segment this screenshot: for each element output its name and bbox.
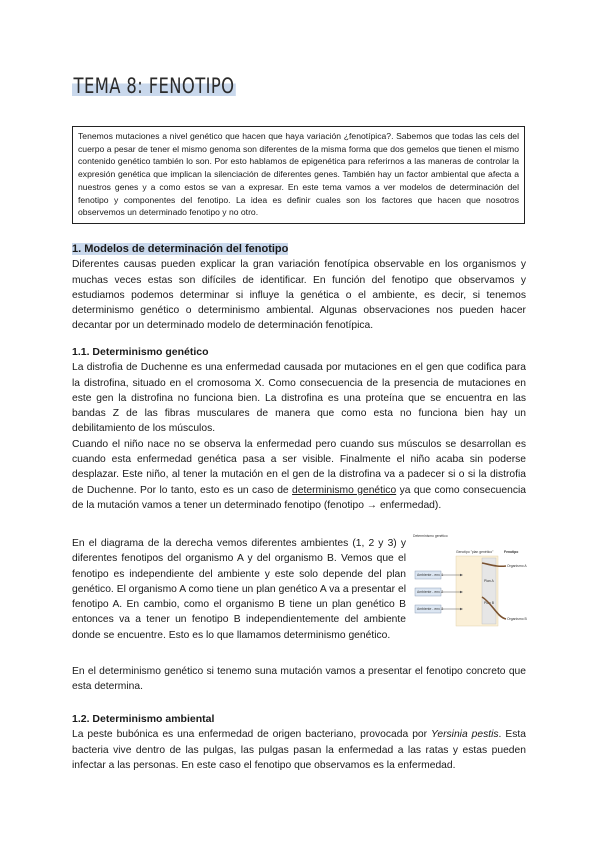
section-1-1-paragraph-2 <box>72 437 526 513</box>
section-1-1-paragraph-3: En el diagrama de la derecha vemos diferentes ambientes (1, 2 y 3) y diferentes fenotipos del organismo A y del organismo B. Vemos que el fenotipo es independiente del ambiente y este solo depende del plan genético. El organismo A como tiene un plan genético A va a presentar el fenotipo A. En cambio, como el organismo B tiene un plan genético B entonces va a tener un fenotipo B independientemente del ambiente donde se encuentre. Esto es lo que llamamos determinismo genético. <box>72 538 406 641</box>
section-1-1-paragraph-1: La distrofia de Duchenne es una enfermedad causada por mutaciones en el gen que codifica para la distrofina, situado en el cromosoma X. Como consecuencia de la presencia de mutaciones en este gen la distrofina no funciona bien. La distrofina es una proteína que se encuentra en las bandas Z de las fibras musculares de manera que como esta no funciona bien hay un debilitamiento de los músculos. <box>72 362 526 435</box>
s12-p1-start: La peste bubónica es una enfermedad de origen bacteriano, provocada por <box>72 729 432 741</box>
section-1 <box>72 242 526 334</box>
plan-a-label: Plan A <box>484 579 494 583</box>
organism-b-label: Organismo B <box>507 617 527 621</box>
env-2-label: Ambiente - env. 2 <box>417 590 444 594</box>
section-1-2-paragraph-1 <box>72 727 526 773</box>
env-1-label: Ambiente - env. 1 <box>417 573 444 577</box>
s12-p1-end: . Esta bacteria vive dentro de las pulgas, las pulgas pasan la enfermedad a las ratas y estas pueden infectar a las personas. En este caso el fenotipo que observamos es la enfermedad. <box>72 729 526 771</box>
diagram-caption: Determinismo genético <box>413 534 448 538</box>
organism-a-label: Organismo A <box>507 564 527 568</box>
plan-panel <box>482 558 496 624</box>
page-title: TEMA 8: FENOTIPO <box>73 74 235 98</box>
section-1-2-heading: 1.2. Determinismo ambiental <box>72 713 215 725</box>
diagram-plan-label: Genotipo "plan genético" <box>456 550 494 554</box>
intro-box <box>72 126 525 224</box>
section-1-1-heading: 1.1. Determinismo genético <box>72 346 209 358</box>
env-3-label: Ambiente - env. 3 <box>417 607 444 611</box>
section-1-heading: 1. Modelos de determinación del fenotipo <box>72 243 289 255</box>
p2-underline: determinismo genético <box>292 484 397 496</box>
section-1-body: Diferentes causas pueden explicar la gran variación fenotípica observable en los organismos y muchas veces estas son difíciles de identificar. En función del fenotipo que observamos y estudiamos podemos determinar si influye la genética o el ambiente, es decir, si tenemos determinismo genético o determinismo ambiental. Algunas observaciones nos pueden hacer decantar por un determinado modelo de determinación fenotípica. <box>72 259 526 332</box>
diagram-description <box>72 536 406 643</box>
plan-b-label: Plan B <box>484 601 494 605</box>
section-1-2 <box>72 712 526 773</box>
p2-start: Cuando el niño nace no se observa la enfermedad pero cuando sus músculos se desarrollan es cuando esta enfermedad genética pasa a ser visible. Finalmente el niño acaba sin poderse desplazar. Este niño, al tener la mutación en el gen de la distrofina va a padecer si o si la distrofia de Duchenne. Por lo tanto, esto es un caso de <box>72 438 526 496</box>
diagram-svg <box>412 531 530 631</box>
section-1-1-conclusion <box>72 664 526 695</box>
intro-text: Tenemos mutaciones a nivel genético que hacen que haya variación ¿fenotípica?. Sabemos que todas las cels del cuerpo a pesar de tener el mismo genoma son diferentes de la misma forma que dos gemelos que tienen el mismo contenido genético también lo son. Por esto hablamos de epigenética para referirnos a las maneras de controlar la expresión genética que implican la silenciación de diferentes genes. También hay un factor ambiental que afecta a nuestros genes y a como estos se van a expresar. En este tema vamos a ver modelos de determinación del fenotipo y componentes del fenotipo. La idea es definir cuales son los factores que hacen que nosotros observemos un determinado fenotipo y no otro. <box>78 131 519 218</box>
genetic-determinism-diagram <box>412 531 530 631</box>
section-1-1 <box>72 345 526 513</box>
s12-p1-italic: Yersinia pestis <box>431 729 499 741</box>
section-1-1-paragraph-4: En el determinismo genético si tenemo suna mutación vamos a presentar el fenotipo concreto que esta determina. <box>72 666 526 693</box>
p2-end: ya que como consecuencia de la mutación vamos a tener un determinado fenotipo (fenotipo → enfermedad). <box>72 484 526 511</box>
diagram-fenotipo-label: Fenotipo <box>504 550 519 554</box>
